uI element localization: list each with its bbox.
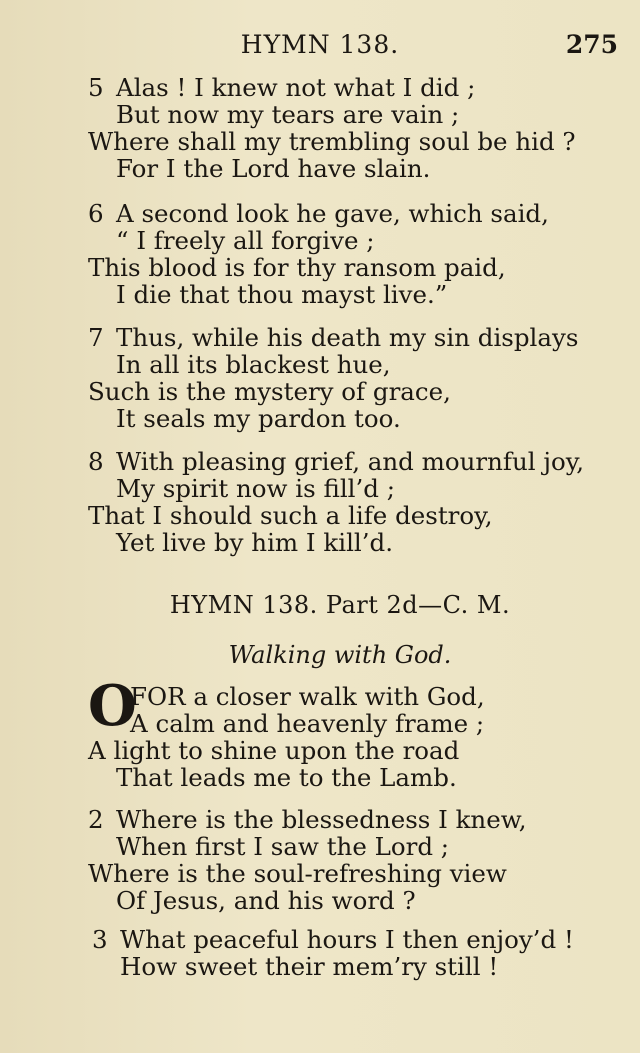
running-header: HYMN 138. bbox=[240, 30, 400, 59]
verse-line: A calm and heavenly frame ; bbox=[130, 709, 485, 738]
verse-line: Thus, while his death my sin displays bbox=[116, 323, 579, 352]
verse-line: How sweet their mem’ry still ! bbox=[120, 952, 499, 981]
stanza-number: 2 bbox=[88, 805, 104, 834]
verse-line: That leads me to the Lamb. bbox=[116, 763, 457, 792]
stanza-number: 5 bbox=[88, 73, 104, 102]
stanza-number: 7 bbox=[88, 323, 104, 352]
hymn-section-title: HYMN 138. Part 2d—C. M. bbox=[169, 591, 511, 619]
stanza-number: 3 bbox=[92, 925, 108, 954]
verse-line: This blood is for thy ransom paid, bbox=[88, 253, 506, 282]
verse-line: That I should such a life destroy, bbox=[88, 501, 493, 530]
stanza-number: 8 bbox=[88, 447, 104, 476]
verse-line: For I the Lord have slain. bbox=[116, 154, 431, 183]
verse-line: Yet live by him I kill’d. bbox=[116, 528, 394, 557]
verse-line: Such is the mystery of grace, bbox=[88, 377, 451, 406]
page-number: 275 bbox=[565, 30, 618, 59]
verse-line: Alas ! I knew not what I did ; bbox=[116, 73, 476, 102]
verse-line: A light to shine upon the road bbox=[88, 736, 460, 765]
verse-line: But now my tears are vain ; bbox=[116, 100, 460, 129]
stanza-number: 6 bbox=[88, 199, 104, 228]
verse-line: It seals my pardon too. bbox=[116, 404, 401, 433]
verse-line: What peaceful hours I then enjoy’d ! bbox=[120, 925, 574, 954]
verse-line: FOR a closer walk with God, bbox=[130, 682, 485, 711]
verse-line: A second look he gave, which said, bbox=[116, 199, 549, 228]
hymn-subtitle: Walking with God. bbox=[228, 641, 452, 669]
verse-line: Of Jesus, and his word ? bbox=[116, 886, 416, 915]
verse-line: Where is the blessedness I knew, bbox=[116, 805, 527, 834]
verse-line: “ I freely all forgive ; bbox=[116, 226, 375, 255]
verse-line: In all its blackest hue, bbox=[116, 350, 391, 379]
verse-line: Where shall my trembling soul be hid ? bbox=[88, 127, 576, 156]
verse-line: My spirit now is fill’d ; bbox=[116, 474, 395, 503]
verse-line: When first I saw the Lord ; bbox=[116, 832, 450, 861]
verse-line: I die that thou mayst live.” bbox=[116, 280, 448, 309]
verse-line: Where is the soul-refreshing view bbox=[88, 859, 507, 888]
verse-line: With pleasing grief, and mournful joy, bbox=[116, 447, 585, 476]
drop-cap: O bbox=[88, 673, 137, 739]
